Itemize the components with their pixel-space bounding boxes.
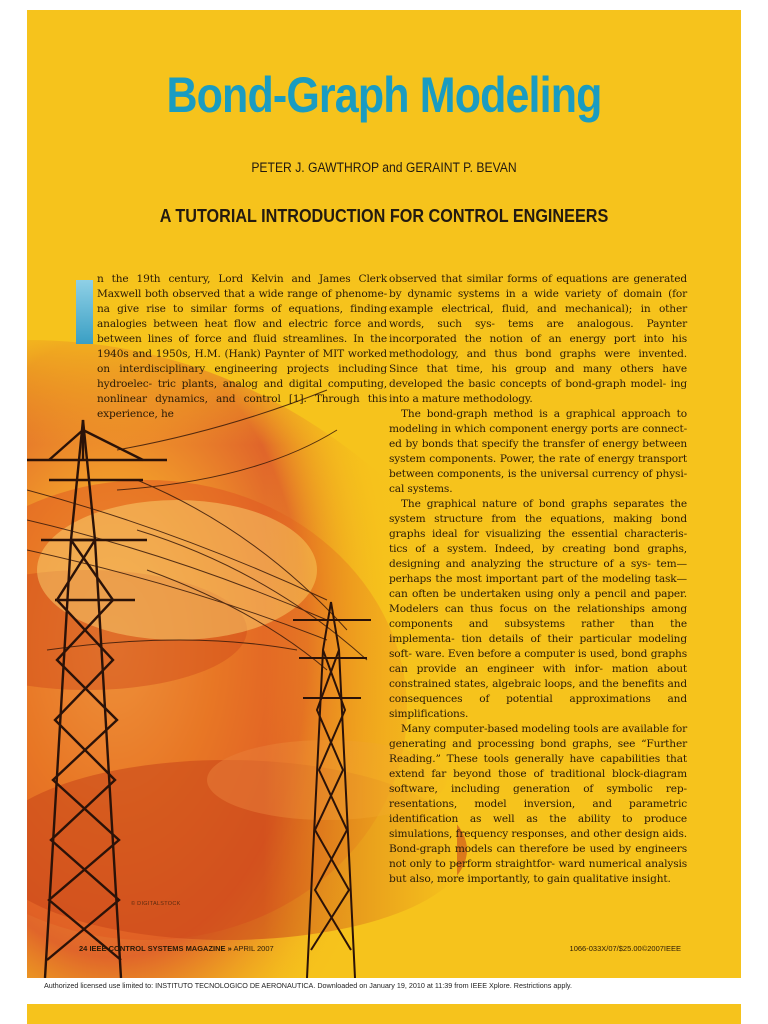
issn-line: 1066-033X/07/$25.00©2007IEEE bbox=[569, 944, 681, 953]
text-line: interdisciplinary engineering projects including hydroelec- bbox=[97, 363, 388, 390]
text-line: resentations, model inversion, and parametric bbox=[389, 798, 687, 810]
text-line: between components, is the universal currency of physi- bbox=[389, 468, 687, 480]
drop-cap bbox=[76, 280, 93, 344]
text-line: na give rise to similar forms of equations, finding bbox=[97, 303, 387, 315]
text-line: mation about constrained states, algebraic bbox=[389, 663, 687, 690]
body-column-left bbox=[97, 272, 387, 422]
text-line: 1940s and 1950s, H.M. (Hank) Paynter of MIT worked on bbox=[97, 348, 387, 375]
text-line: to gain qualitative insight. bbox=[533, 873, 671, 885]
text-line: identification as well as the ability to produce bbox=[389, 813, 687, 825]
text-line: designing and analyzing the structure of a sys- bbox=[389, 558, 657, 570]
text-line: ing into a mature methodology. bbox=[389, 378, 687, 405]
text-line: beyond those of traditional block-diagram bbox=[453, 768, 687, 780]
text-line: energy port into his methodology, and thus bond graphs bbox=[389, 333, 687, 360]
text-line: tem—perhaps the most important part of the bbox=[389, 558, 687, 585]
photo-credit: © DIGITALSTOCK bbox=[131, 901, 181, 907]
page-footer bbox=[79, 944, 274, 953]
body-column-right bbox=[389, 272, 687, 887]
text-line: The graphical nature of bond graphs separates the bbox=[401, 498, 687, 510]
text-line: ware. Even before a computer is used, bond bbox=[415, 648, 651, 660]
license-notice: Authorized licensed use limited to: INSTITUTO TECNOLOGICO DE AERONAUTICA. Downloaded on January 19, 2010 at 11:39 from IEEE Xplore. Restrictions apply. bbox=[44, 981, 572, 990]
page-number: 24 bbox=[79, 944, 88, 953]
text-line: tics of a system. Indeed, by creating bond graphs, bbox=[389, 543, 687, 555]
text-line: graphs, see “Further Reading.” These tools bbox=[389, 738, 687, 765]
text-line: cal systems. bbox=[389, 483, 453, 495]
text-line: have developed the basic concepts of bond-graph model- bbox=[389, 363, 687, 390]
text-line: simulations, frequency responses, and other bbox=[389, 828, 625, 840]
magazine-name: IEEE CONTROL SYSTEMS MAGAZINE bbox=[89, 944, 226, 953]
text-line: available for generating and processing bond bbox=[389, 723, 687, 750]
text-line: only a pencil and paper. Modelers can thus bbox=[389, 588, 687, 615]
text-line: Many computer-based modeling tools are bbox=[401, 723, 623, 735]
text-line: used by engineers not only to perform straightfor- bbox=[389, 843, 687, 870]
text-line: modeling in which component energy ports are connect- bbox=[389, 423, 687, 435]
paragraph bbox=[97, 272, 387, 422]
text-line: electrical, fluid, and mechanical); in other words, such sys- bbox=[389, 303, 687, 330]
text-line: design aids. Bond-graph models can therefore be bbox=[389, 828, 687, 855]
text-line: Maxwell both observed that a wide range of phenome- bbox=[97, 288, 387, 300]
paragraph bbox=[389, 722, 687, 887]
text-line: graphs ideal for visualizing the essential characteris- bbox=[389, 528, 687, 540]
paragraph bbox=[389, 497, 687, 722]
text-line: analogies between heat flow and electric force and bbox=[97, 318, 387, 330]
article-authors: PETER J. GAWTHROP and GERAINT P. BEVAN bbox=[251, 160, 517, 175]
issue-date: APRIL 2007 bbox=[233, 944, 274, 953]
text-line: system structure from the equations, making bond bbox=[389, 513, 687, 525]
text-line: and subsystems rather than the implementa- bbox=[389, 618, 687, 645]
text-line: loops, and the benefits and consequences of bbox=[389, 678, 687, 705]
text-line: tion details of their particular modeling soft- bbox=[389, 633, 687, 660]
next-page-edge bbox=[27, 1004, 741, 1024]
text-line: potential approximations and simplifications. bbox=[389, 693, 687, 720]
paragraph bbox=[389, 272, 687, 407]
text-line: tems are analogous. Paynter incorporated the notion of an bbox=[389, 318, 687, 345]
text-line: software, including generation of symbolic rep- bbox=[389, 783, 687, 795]
text-line: graphs can provide an engineer with infor- bbox=[389, 648, 687, 675]
text-line: between lines of force and fluid streamlines. In the bbox=[97, 333, 387, 345]
article-title: Bond-Graph Modeling bbox=[166, 67, 602, 123]
magazine-page bbox=[27, 10, 741, 978]
text-line: modeling task—can often be undertaken using bbox=[389, 573, 687, 600]
footer-separator: » bbox=[227, 944, 232, 953]
text-line: n the 19th century, Lord Kelvin and James Clerk bbox=[97, 273, 387, 285]
paragraph bbox=[389, 407, 687, 497]
text-line: were invented. Since that time, his group and many others bbox=[389, 348, 687, 375]
article-subtitle: A TUTORIAL INTRODUCTION FOR CONTROL ENGINEERS bbox=[159, 206, 609, 226]
text-line: dynamic systems in a wide variety of domain (for example bbox=[389, 288, 687, 315]
text-line: ed by bonds that specify the transfer of energy between bbox=[389, 438, 687, 450]
text-line: The bond-graph method is a graphical approach to bbox=[401, 408, 687, 420]
text-line: system components. Power, the rate of energy transport bbox=[389, 453, 687, 465]
text-line: dynamics, and control [1]. Through this experience, he bbox=[97, 393, 387, 420]
text-line: observed that similar forms of equations are generated by bbox=[389, 273, 687, 300]
text-line: focus on the relationships among components bbox=[389, 603, 687, 630]
text-line: generally have capabilities that extend far bbox=[389, 753, 687, 780]
text-line: ward numerical analysis but also, more importantly, bbox=[389, 858, 688, 885]
text-line: tric plants, analog and digital computing, nonlinear bbox=[97, 378, 387, 405]
